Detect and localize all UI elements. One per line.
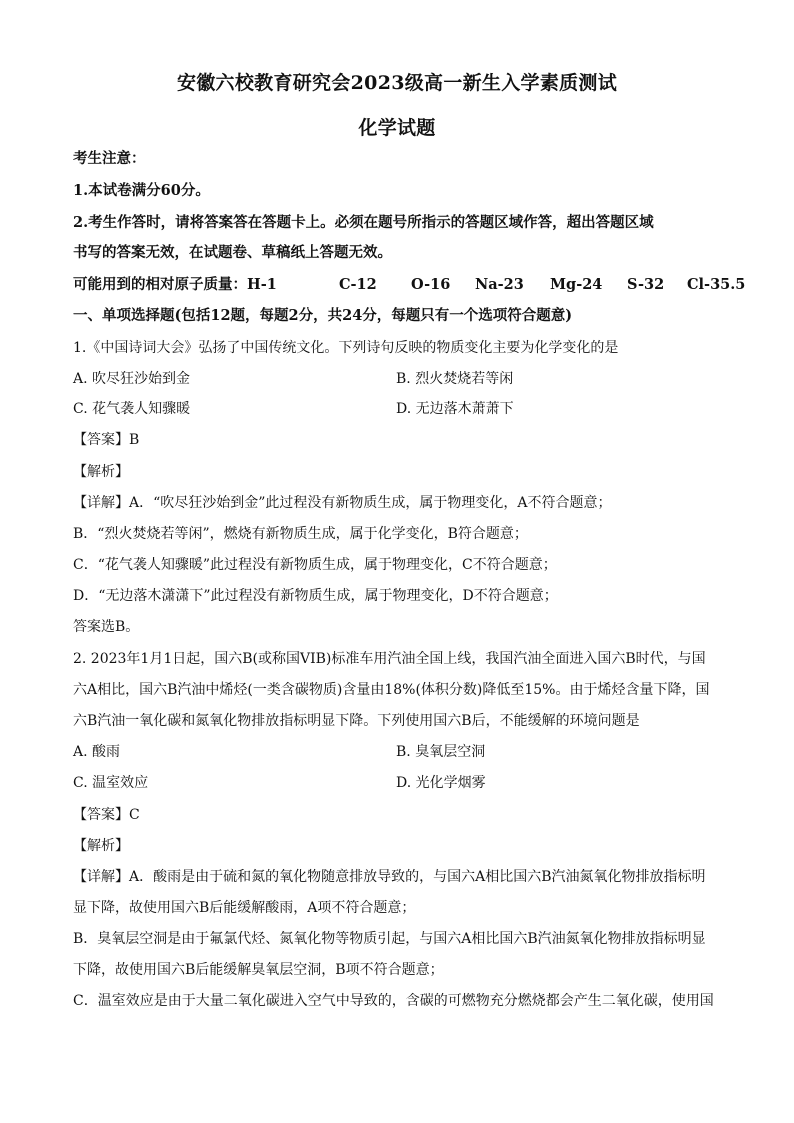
q2-stem-line-3: 六B汽油一氧化碳和氮氧化物排放指标明显下降。下列使用国六B后，不能缓解的环境问题是 — [73, 713, 640, 729]
q1-option-d: D. 无边落木萧萧下 — [396, 401, 514, 417]
page-title: 安徽六校教育研究会2023级高一新生入学素质测试 — [176, 72, 618, 94]
q2-option-d: D. 光化学烟雾 — [396, 775, 486, 791]
q1-detail-c: C．“花气袭人知骤暖”此过程没有新物质生成，属于物理变化，C不符合题意； — [73, 557, 557, 573]
q2-detail-a-line-1: 【详解】A．酸雨是由于硫和氮的氧化物随意排放导致的，与国六A相比国六B汽油氮氧化物排放指标明 — [73, 869, 706, 885]
q1-detail-d: D．“无边落木潇潇下”此过程没有新物质生成，属于物理变化，D不符合题意； — [73, 588, 558, 604]
q1-analysis-label: 【解析】 — [73, 464, 129, 480]
section-heading: 一、单项选择题(包括12题，每题2分，共24分，每题只有一个选项符合题意) — [73, 307, 573, 324]
q2-detail-a-line-2: 显下降，故使用国六B后能缓解酸雨，A项不符合题意； — [73, 900, 416, 916]
q1-conclusion: 答案选B。 — [73, 619, 140, 635]
q1-option-a: A. 吹尽狂沙始到金 — [73, 371, 191, 387]
q1-answer: 【答案】B — [73, 432, 140, 448]
q1-stem: 1.《中国诗词大会》弘扬了中国传统文化。下列诗句反映的物质变化主要为化学变化的是 — [73, 340, 619, 356]
atomic-mass-cl: Cl-35.5 — [687, 276, 746, 293]
notice-item-1: 1.本试卷满分60分。 — [73, 182, 210, 199]
notice-item-2-line-1: 2.考生作答时，请将答案答在答题卡上。必须在题号所指示的答题区域作答，超出答题区域 — [73, 214, 654, 231]
atomic-mass-row — [73, 276, 746, 294]
q2-stem-line-2: 六A相比，国六B汽油中烯烃(一类含碳物质)含量由18%(体积分数)降低至15%。由于烯烃含量下降，国 — [73, 682, 710, 698]
q2-analysis-label: 【解析】 — [73, 838, 129, 854]
q2-option-a: A. 酸雨 — [73, 744, 121, 760]
notice-item-2-line-2: 书写的答案无效，在试题卷、草稿纸上答题无效。 — [73, 244, 392, 261]
atomic-mass-o: O-16 — [411, 276, 451, 293]
atomic-mass-s: S-32 — [627, 276, 665, 293]
q2-detail-b-line-1: B．臭氧层空洞是由于氟氯代烃、氮氧化物等物质引起，与国六A相比国六B汽油氮氧化物排放指标明显 — [73, 931, 706, 947]
q2-detail-c-line-1: C．温室效应是由于大量二氧化碳进入空气中导致的，含碳的可燃物充分燃烧都会产生二氧化碳，使用国 — [73, 993, 714, 1009]
atomic-mass-c: C-12 — [339, 276, 377, 293]
atomic-mass-na: Na-23 — [475, 276, 524, 293]
q2-detail-b-line-2: 下降，故使用国六B后能缓解臭氧层空洞，B项不符合题意； — [73, 962, 444, 978]
q1-option-b: B. 烈火焚烧若等闲 — [396, 371, 514, 387]
page-subtitle: 化学试题 — [358, 117, 436, 139]
q2-stem-line-1: 2. 2023年1月1日起，国六B(或称国VIB)标准车用汽油全国上线，我国汽油全面进入国六B时代，与国 — [73, 651, 706, 667]
atomic-mass-label: 可能用到的相对原子质量：H-1 — [73, 276, 277, 293]
q1-detail-a: 【详解】A．“吹尽狂沙始到金”此过程没有新物质生成，属于物理变化，A不符合题意； — [73, 495, 612, 511]
q1-option-c: C. 花气袭人知骤暖 — [73, 401, 191, 417]
atomic-mass-mg: Mg-24 — [550, 276, 603, 293]
notice-heading: 考生注意： — [73, 150, 146, 167]
q2-answer: 【答案】C — [73, 807, 140, 823]
q1-detail-b: B．“烈火焚烧若等闲”，燃烧有新物质生成，属于化学变化，B符合题意； — [73, 526, 528, 542]
q2-option-c: C. 温室效应 — [73, 775, 149, 791]
q2-option-b: B. 臭氧层空洞 — [396, 744, 486, 760]
